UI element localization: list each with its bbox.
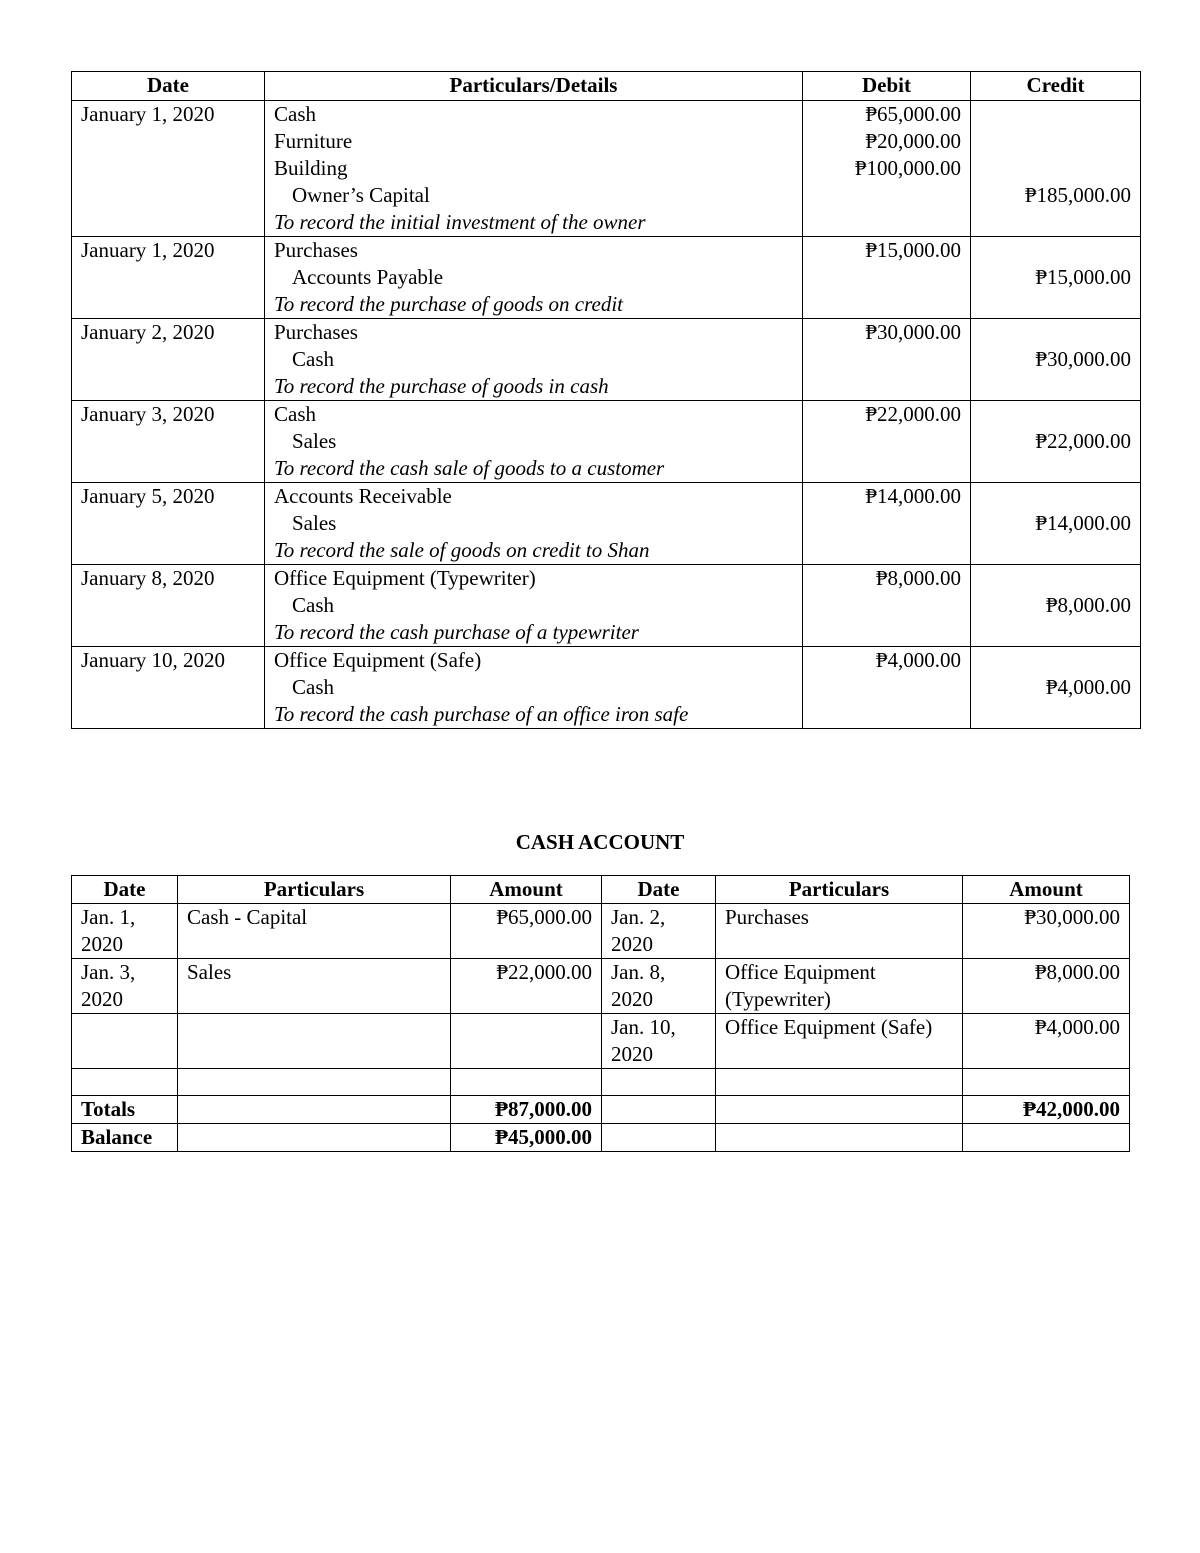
debit-account: Purchases [274, 238, 358, 262]
journal-header-credit: Credit [971, 72, 1141, 101]
entry-debit [803, 565, 971, 647]
debit-amount: ₱30,000.00 [865, 320, 961, 344]
entry-particulars [265, 483, 803, 565]
entry-particulars [265, 647, 803, 729]
credit-account: Sales [292, 429, 337, 453]
balance-label: Balance [72, 1124, 178, 1152]
credit-amount: ₱15,000.00 [1035, 265, 1131, 289]
cash-header-credit-particulars: Particulars [716, 876, 963, 904]
debit-account: Cash [274, 102, 316, 126]
journal-table [71, 71, 1141, 729]
cash-account-table [71, 875, 1130, 1152]
entry-debit [803, 319, 971, 401]
entry-description: To record the cash sale of goods to a customer [274, 456, 665, 480]
cash-credit-date: Jan. 10, 2020 [602, 1014, 716, 1069]
entry-credit [971, 565, 1141, 647]
cash-credit-particulars: Office Equipment (Safe) [716, 1014, 963, 1069]
credit-account: Sales [292, 511, 337, 535]
entry-debit [803, 647, 971, 729]
debit-account: Office Equipment (Typewriter) [274, 566, 536, 590]
entry-credit [971, 483, 1141, 565]
cash-credit-amount: ₱4,000.00 [963, 1014, 1130, 1069]
journal-header-row [72, 72, 1141, 101]
credit-amount: ₱22,000.00 [1035, 429, 1131, 453]
debit-amount: ₱15,000.00 [865, 238, 961, 262]
entry-date: January 10, 2020 [72, 647, 265, 729]
debit-account: Building [274, 156, 348, 180]
journal-header-date: Date [72, 72, 265, 101]
cash-credit-particulars: Purchases [716, 904, 963, 959]
entry-description: To record the cash purchase of a typewriter [274, 620, 639, 644]
entry-particulars [265, 237, 803, 319]
credit-account: Accounts Payable [292, 265, 444, 289]
cash-debit-date: Jan. 3, 2020 [72, 959, 178, 1014]
totals-label: Totals [72, 1096, 178, 1124]
cash-balance-row [72, 1124, 1130, 1152]
cash-header-debit-amount: Amount [451, 876, 602, 904]
cash-credit-particulars: Office Equipment (Typewriter) [716, 959, 963, 1014]
cash-debit-amount: ₱22,000.00 [451, 959, 602, 1014]
entry-credit [971, 647, 1141, 729]
journal-entry [72, 101, 1141, 237]
entry-debit [803, 401, 971, 483]
entry-credit [971, 319, 1141, 401]
entry-debit [803, 101, 971, 237]
entry-date: January 8, 2020 [72, 565, 265, 647]
cash-totals-row [72, 1096, 1130, 1124]
credit-amount: ₱4,000.00 [1045, 675, 1131, 699]
cash-header-credit-date: Date [602, 876, 716, 904]
cash-debit-amount: ₱65,000.00 [451, 904, 602, 959]
debit-amount: ₱20,000.00 [865, 129, 961, 153]
cash-header-debit-date: Date [72, 876, 178, 904]
credit-account: Owner’s Capital [292, 183, 430, 207]
entry-particulars [265, 401, 803, 483]
debit-amount: ₱100,000.00 [854, 156, 961, 180]
credit-amount: ₱8,000.00 [1045, 593, 1131, 617]
entry-date: January 2, 2020 [72, 319, 265, 401]
journal-entry [72, 401, 1141, 483]
debit-amount: ₱14,000.00 [865, 484, 961, 508]
cash-header-credit-amount: Amount [963, 876, 1130, 904]
cash-credit-amount: ₱30,000.00 [963, 904, 1130, 959]
entry-date: January 3, 2020 [72, 401, 265, 483]
journal-entry [72, 483, 1141, 565]
cash-credit-date: Jan. 8, 2020 [602, 959, 716, 1014]
cash-account-title: CASH ACCOUNT [515, 830, 685, 854]
entry-debit [803, 237, 971, 319]
journal-header-debit: Debit [803, 72, 971, 101]
entry-particulars [265, 101, 803, 237]
debit-amount: ₱65,000.00 [865, 102, 961, 126]
cash-debit-particulars [178, 1014, 451, 1069]
debit-account: Cash [274, 402, 316, 426]
entry-debit [803, 483, 971, 565]
debit-account: Office Equipment (Safe) [274, 648, 482, 672]
totals-debit-amount: ₱87,000.00 [451, 1096, 602, 1124]
entry-credit [971, 401, 1141, 483]
cash-empty-row [72, 1069, 1130, 1096]
entry-particulars [265, 319, 803, 401]
journal-entry [72, 319, 1141, 401]
entry-description: To record the purchase of goods in cash [274, 374, 609, 398]
cash-row [72, 904, 1130, 959]
cash-debit-particulars: Cash - Capital [178, 904, 451, 959]
credit-account: Cash [292, 593, 334, 617]
debit-amount: ₱4,000.00 [875, 648, 961, 672]
credit-account: Cash [292, 675, 334, 699]
entry-description: To record the initial investment of the owner [274, 210, 646, 234]
debit-account: Purchases [274, 320, 358, 344]
entry-particulars [265, 565, 803, 647]
credit-amount: ₱30,000.00 [1035, 347, 1131, 371]
journal-entry [72, 565, 1141, 647]
entry-description: To record the sale of goods on credit to Shan [274, 538, 650, 562]
cash-debit-date: Jan. 1, 2020 [72, 904, 178, 959]
balance-amount: ₱45,000.00 [451, 1124, 602, 1152]
cash-header-row [72, 876, 1130, 904]
cash-row [72, 1014, 1130, 1069]
credit-amount: ₱14,000.00 [1035, 511, 1131, 535]
entry-credit [971, 101, 1141, 237]
debit-account: Furniture [274, 129, 353, 153]
journal-entry [72, 647, 1141, 729]
entry-description: To record the cash purchase of an office iron safe [274, 702, 689, 726]
cash-credit-date: Jan. 2, 2020 [602, 904, 716, 959]
cash-debit-amount [451, 1014, 602, 1069]
cash-credit-amount: ₱8,000.00 [963, 959, 1130, 1014]
entry-credit [971, 237, 1141, 319]
cash-row [72, 959, 1130, 1014]
cash-debit-date [72, 1014, 178, 1069]
debit-amount: ₱22,000.00 [865, 402, 961, 426]
debit-amount: ₱8,000.00 [875, 566, 961, 590]
debit-account: Accounts Receivable [274, 484, 452, 508]
entry-date: January 5, 2020 [72, 483, 265, 565]
cash-debit-particulars: Sales [178, 959, 451, 1014]
credit-account: Cash [292, 347, 334, 371]
journal-entry [72, 237, 1141, 319]
totals-credit-amount: ₱42,000.00 [963, 1096, 1130, 1124]
entry-description: To record the purchase of goods on credit [274, 292, 624, 316]
credit-amount: ₱185,000.00 [1024, 183, 1131, 207]
journal-header-particulars: Particulars/Details [265, 72, 803, 101]
entry-date: January 1, 2020 [72, 237, 265, 319]
entry-date: January 1, 2020 [72, 101, 265, 237]
cash-header-debit-particulars: Particulars [178, 876, 451, 904]
